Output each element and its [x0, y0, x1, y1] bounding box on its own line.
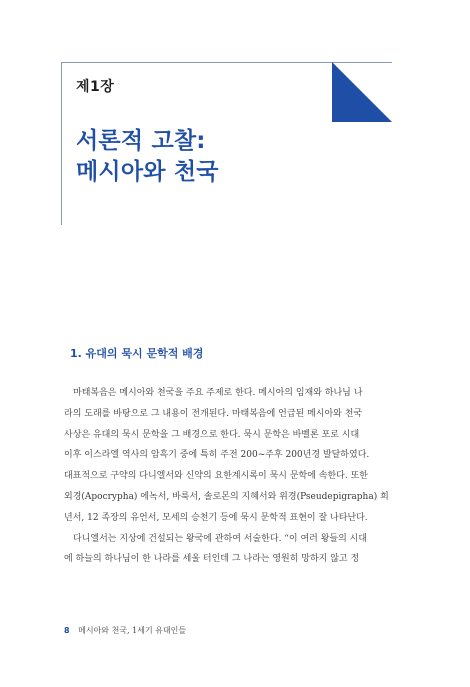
body-line: 사상은 유대의 묵시 문학을 그 배경으로 한다. 묵시 문학은 바벨론 포로 시대	[64, 429, 360, 440]
body-line: 다니엘서는 지상에 건설되는 왕국에 관하여 서술한다. “이 여러 왕들의 시대	[73, 533, 368, 544]
body-text	[64, 383, 396, 570]
body-line: 마태복음은 메시아와 천국을 주요 주제로 한다. 메시아의 임재와 하나님 나	[73, 388, 363, 398]
body-line: 외경(Apocrypha) 에녹서, 바룩서, 솔로몬의 지혜서와 위경(Pseudepigrapha) 희	[64, 491, 389, 502]
body-line: 대표적으로 구약의 다니엘서와 신약의 요한계시록이 묵시 문학에 속한다. 또한	[64, 471, 368, 482]
body-line: 라의 도래를 바탕으로 그 내용이 전개된다. 마태복음에 언급된 메시아와 천국	[64, 408, 363, 419]
chapter-title-line-1: 서론적 고찰:	[76, 128, 206, 154]
running-title: 메시아와 천국, 1세기 유대인들	[78, 626, 187, 635]
body-line: 에 하늘의 하나님이 한 나라를 세울 터인데 그 나라는 영원히 망하지 않고 정	[64, 554, 360, 565]
body-line: 년서, 12 족장의 유언서, 모세의 승천기 등에 묵시 문학적 표현이 잘 나타난다.	[64, 512, 368, 523]
body-line: 이후 이스라엘 역사의 암흑기 중에 특히 주전 200~주후 200년경 발달하였다.	[64, 450, 370, 461]
chapter-label: 제1장	[76, 79, 115, 95]
corner-triangle-decoration	[332, 62, 392, 122]
page-number: 8	[64, 626, 70, 635]
chapter-title-line-2: 메시아와 천국	[76, 159, 219, 185]
section-heading: 1. 유대의 묵시 문학적 배경	[70, 347, 204, 360]
page-footer	[64, 625, 186, 636]
chapter-title	[76, 126, 219, 188]
